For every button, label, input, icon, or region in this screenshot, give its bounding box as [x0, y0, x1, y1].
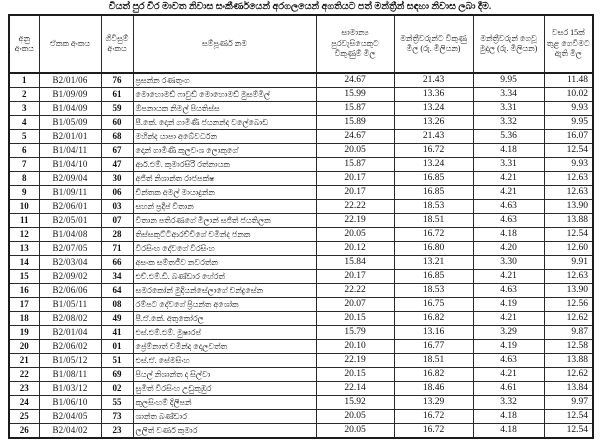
cell-serial-number: 9 [9, 186, 39, 200]
cell-unit-number: B1/05/11 [39, 298, 101, 312]
cell-balance-15-years: 12.60 [544, 242, 593, 256]
cell-citizen-sale-price: 22.19 [316, 214, 394, 228]
cell-mp-paid-amount: 4.63 [473, 214, 544, 228]
cell-citizen-sale-price: 15.92 [316, 396, 394, 410]
cell-agreement-number: 67 [101, 144, 133, 158]
cell-unit-number: B2/09/02 [39, 270, 101, 284]
cell-unit-number: B1/06/10 [39, 396, 101, 410]
cell-balance-15-years: 11.48 [544, 73, 593, 88]
cell-citizen-sale-price: 20.17 [316, 172, 394, 186]
cell-agreement-number: 64 [101, 284, 133, 298]
cell-unit-number: B2/06/01 [39, 200, 101, 214]
cell-serial-number: 24 [9, 396, 39, 410]
cell-agreement-number: 49 [101, 312, 133, 326]
cell-serial-number: 23 [9, 382, 39, 396]
cell-mp-sale-price: 16.72 [394, 424, 473, 439]
cell-full-name: මහින්ද යාපා අබේවර්ධන [133, 130, 316, 144]
header-row [9, 15, 593, 73]
cell-mp-sale-price: 21.43 [394, 73, 473, 88]
table-row [9, 214, 593, 228]
cell-mp-paid-amount: 4.63 [473, 200, 544, 214]
cell-citizen-sale-price: 20.05 [316, 144, 394, 158]
cell-unit-number: B1/04/08 [39, 228, 101, 242]
cell-unit-number: B1/09/09 [39, 88, 101, 102]
cell-agreement-number: 55 [101, 396, 133, 410]
cell-mp-sale-price: 18.46 [394, 382, 473, 396]
table-header [9, 15, 593, 73]
table-body [9, 73, 593, 438]
cell-serial-number: 1 [9, 73, 39, 88]
table-row [9, 326, 593, 340]
cell-serial-number: 2 [9, 88, 39, 102]
cell-full-name: ප්‍රසන්න රණතුංග [133, 73, 316, 88]
cell-balance-15-years: 12.54 [544, 424, 593, 439]
table-row [9, 368, 593, 382]
cell-agreement-number: 76 [101, 73, 133, 88]
cell-agreement-number: 51 [101, 354, 133, 368]
cell-unit-number: B1/09/11 [39, 186, 101, 200]
cell-full-name: එස්.ඒ. සේමසිංහ [133, 354, 316, 368]
cell-agreement-number: 34 [101, 270, 133, 284]
cell-citizen-sale-price: 15.89 [316, 116, 394, 130]
cell-full-name: පී.කේ. දොන් ගාමිණී ජයනන්ද වලේබොඩ [133, 116, 316, 130]
cell-serial-number: 25 [9, 410, 39, 424]
cell-citizen-sale-price: 20.05 [316, 424, 394, 439]
cell-citizen-sale-price: 20.17 [316, 186, 394, 200]
cell-citizen-sale-price: 15.99 [316, 88, 394, 102]
table-row [9, 186, 593, 200]
cell-full-name: චින්තක අමල් මායාදුන්න [133, 186, 316, 200]
cell-mp-sale-price: 16.75 [394, 298, 473, 312]
cell-serial-number: 15 [9, 270, 39, 284]
cell-mp-sale-price: 13.24 [394, 102, 473, 116]
cell-mp-paid-amount: 3.31 [473, 158, 544, 172]
cell-citizen-sale-price: 22.22 [316, 284, 394, 298]
cell-serial-number: 4 [9, 116, 39, 130]
cell-mp-paid-amount: 3.31 [473, 102, 544, 116]
cell-balance-15-years: 13.88 [544, 354, 593, 368]
cell-balance-15-years: 13.90 [544, 200, 593, 214]
cell-balance-15-years: 12.54 [544, 144, 593, 158]
cell-full-name: එස්.එම්.එම්. මුෂාරප් [133, 326, 316, 340]
cell-mp-sale-price: 16.72 [394, 144, 473, 158]
cell-full-name: තිස්සකුට්ටිආරච්චිගේ චමින්ද ජනක [133, 228, 316, 242]
cell-balance-15-years: 13.84 [544, 382, 593, 396]
cell-agreement-number: 30 [101, 172, 133, 186]
cell-citizen-sale-price: 20.05 [316, 228, 394, 242]
table-row [9, 312, 593, 326]
cell-citizen-sale-price: 24.67 [316, 130, 394, 144]
cell-agreement-number: 02 [101, 382, 133, 396]
cell-full-name: කුලසිංහම් දිලීපන් [133, 396, 316, 410]
cell-balance-15-years: 16.07 [544, 130, 593, 144]
cell-unit-number: B1/05/12 [39, 354, 101, 368]
cell-agreement-number: 68 [101, 130, 133, 144]
header-unit-number: ඒකක අංකය [39, 15, 101, 73]
cell-mp-paid-amount: 4.18 [473, 228, 544, 242]
cell-serial-number: 12 [9, 228, 39, 242]
cell-mp-sale-price: 16.85 [394, 172, 473, 186]
cell-agreement-number: 01 [101, 340, 133, 354]
cell-mp-sale-price: 21.43 [394, 130, 473, 144]
cell-mp-paid-amount: 4.19 [473, 298, 544, 312]
cell-agreement-number: 60 [101, 116, 133, 130]
cell-serial-number: 8 [9, 172, 39, 186]
cell-citizen-sale-price: 15.87 [316, 158, 394, 172]
cell-agreement-number: 73 [101, 410, 133, 424]
cell-mp-paid-amount: 4.18 [473, 410, 544, 424]
cell-unit-number: B2/04/02 [39, 424, 101, 439]
cell-mp-paid-amount: 4.61 [473, 382, 544, 396]
cell-agreement-number: 66 [101, 256, 133, 270]
cell-mp-paid-amount: 4.18 [473, 144, 544, 158]
cell-mp-sale-price: 18.51 [394, 214, 473, 228]
cell-citizen-sale-price: 20.05 [316, 410, 394, 424]
cell-mp-sale-price: 16.77 [394, 340, 473, 354]
cell-agreement-number: 71 [101, 242, 133, 256]
cell-mp-sale-price: 16.72 [394, 410, 473, 424]
cell-unit-number: B1/04/11 [39, 144, 101, 158]
table-row [9, 88, 593, 102]
cell-unit-number: B2/01/06 [39, 73, 101, 88]
table-row [9, 130, 593, 144]
cell-agreement-number: 06 [101, 186, 133, 200]
cell-mp-paid-amount: 4.21 [473, 172, 544, 186]
document-title: වියත් පුර වීර මාවත නිවාස සංකීර්ණයෙන් අරගලයෙන් අගතියට පත් මන්ත්‍රීන් සඳහා නිවාස ලබා දීම. [108, 2, 492, 12]
cell-serial-number: 3 [9, 102, 39, 116]
header-agreement-number: ගිවිසුම් අංකය [101, 15, 133, 73]
cell-unit-number: B2/03/04 [39, 256, 101, 270]
cell-serial-number: 6 [9, 144, 39, 158]
cell-unit-number: B2/08/02 [39, 312, 101, 326]
cell-citizen-sale-price: 15.79 [316, 326, 394, 340]
cell-citizen-sale-price: 20.10 [316, 340, 394, 354]
header-balance-15-years: වසර 15ක් තුළ ගෙවීමට ඇති මිල [544, 15, 593, 73]
header-full-name: සම්පූර්ණ නම [133, 15, 316, 73]
cell-unit-number: B1/05/09 [39, 116, 101, 130]
cell-unit-number: B2/01/01 [39, 130, 101, 144]
cell-unit-number: B2/06/02 [39, 340, 101, 354]
cell-balance-15-years: 12.62 [544, 312, 593, 326]
cell-full-name: රම්පට දේවගේ ප්‍රියන්ත අශෝක [133, 298, 316, 312]
cell-mp-paid-amount: 3.32 [473, 116, 544, 130]
cell-mp-paid-amount: 4.21 [473, 368, 544, 382]
cell-full-name: දොන් ගාමිණී කුලවංශ ලොකුගේ [133, 144, 316, 158]
cell-serial-number: 16 [9, 284, 39, 298]
cell-balance-15-years: 10.02 [544, 88, 593, 102]
cell-balance-15-years: 12.56 [544, 298, 593, 312]
table-row [9, 396, 593, 410]
cell-mp-paid-amount: 4.21 [473, 186, 544, 200]
cell-serial-number: 10 [9, 200, 39, 214]
cell-mp-paid-amount: 4.63 [473, 284, 544, 298]
cell-mp-paid-amount: 4.20 [473, 242, 544, 256]
cell-citizen-sale-price: 20.15 [316, 368, 394, 382]
cell-unit-number: B2/04/05 [39, 410, 101, 424]
cell-citizen-sale-price: 20.07 [316, 298, 394, 312]
cell-mp-paid-amount: 5.36 [473, 130, 544, 144]
table-row [9, 242, 593, 256]
cell-mp-paid-amount: 4.63 [473, 354, 544, 368]
cell-agreement-number: 61 [101, 88, 133, 102]
cell-full-name: මොහොමඩ් ෆාවුඩ් මොහොමඩ් මුසම්මිල් [133, 88, 316, 102]
cell-mp-sale-price: 18.53 [394, 284, 473, 298]
cell-citizen-sale-price: 20.12 [316, 242, 394, 256]
cell-unit-number: B1/08/11 [39, 368, 101, 382]
cell-mp-sale-price: 13.21 [394, 256, 473, 270]
cell-balance-15-years: 12.63 [544, 186, 593, 200]
cell-serial-number: 20 [9, 340, 39, 354]
cell-citizen-sale-price: 24.67 [316, 73, 394, 88]
cell-agreement-number: 03 [101, 200, 133, 214]
cell-full-name: අසංක සම්තජීව නවරත්න [133, 256, 316, 270]
table-row [9, 382, 593, 396]
cell-unit-number: B2/05/01 [39, 214, 101, 228]
cell-serial-number: 18 [9, 312, 39, 326]
table-row [9, 354, 593, 368]
cell-balance-15-years: 9.93 [544, 158, 593, 172]
cell-mp-paid-amount: 3.29 [473, 326, 544, 340]
cell-citizen-sale-price: 20.15 [316, 312, 394, 326]
cell-mp-sale-price: 16.82 [394, 368, 473, 382]
cell-mp-sale-price: 18.51 [394, 354, 473, 368]
cell-citizen-sale-price: 22.19 [316, 354, 394, 368]
cell-unit-number: B1/04/10 [39, 158, 101, 172]
header-mp-paid-amount: මන්ත්‍රීවරුන් ගෙවූ මුදල (රු. මිලියන) [473, 15, 544, 73]
cell-full-name: සහන් ප්‍රදීප් විතාන [133, 200, 316, 214]
cell-agreement-number: 23 [101, 424, 133, 439]
cell-balance-15-years: 12.58 [544, 340, 593, 354]
table-row [9, 144, 593, 158]
cell-full-name: සමරකෝන් මුදියන්සේලාගේ චන්ද්‍රසේන [133, 284, 316, 298]
cell-mp-paid-amount: 4.21 [473, 312, 544, 326]
cell-full-name: ශාන්ත බණ්ඩාර [133, 410, 316, 424]
cell-mp-paid-amount: 3.30 [473, 256, 544, 270]
cell-mp-sale-price: 16.80 [394, 242, 473, 256]
cell-unit-number: B1/03/12 [39, 382, 101, 396]
cell-full-name: විතාන පතිරණගේ මිලාන් සජිත් ජයතිලක [133, 214, 316, 228]
cell-serial-number: 13 [9, 242, 39, 256]
cell-serial-number: 17 [9, 298, 39, 312]
table-row [9, 410, 593, 424]
cell-agreement-number: 28 [101, 228, 133, 242]
cell-mp-paid-amount: 4.18 [473, 424, 544, 439]
cell-serial-number: 26 [9, 424, 39, 439]
cell-balance-15-years: 9.93 [544, 102, 593, 116]
table-row [9, 298, 593, 312]
table-row [9, 116, 593, 130]
cell-full-name: සුමිත් වීරසිංහ උඩුකුඹුර [133, 382, 316, 396]
cell-agreement-number: 08 [101, 298, 133, 312]
cell-full-name: පියල් නිශාන්ත ද සිල්වා [133, 368, 316, 382]
table-row [9, 102, 593, 116]
cell-full-name: ඕපනායක නිමල් පියතිස්ස [133, 102, 316, 116]
cell-full-name: අජිත් නිශාන්ත රාජපක්ෂ [133, 172, 316, 186]
cell-citizen-sale-price: 15.84 [316, 256, 394, 270]
cell-full-name: ලලිත් වර්ණ කුමාර [133, 424, 316, 439]
table-row [9, 256, 593, 270]
cell-mp-paid-amount: 4.19 [473, 340, 544, 354]
header-serial-number: අනු අංකය [9, 15, 39, 73]
cell-full-name: ප්‍රේම්නාත් චමින්ද දොලවත්ත [133, 340, 316, 354]
cell-mp-sale-price: 13.29 [394, 396, 473, 410]
cell-balance-15-years: 12.54 [544, 410, 593, 424]
cell-mp-sale-price: 13.26 [394, 116, 473, 130]
cell-balance-15-years: 13.90 [544, 284, 593, 298]
cell-serial-number: 14 [9, 256, 39, 270]
table-row [9, 73, 593, 88]
cell-mp-paid-amount: 9.95 [473, 73, 544, 88]
cell-mp-sale-price: 16.72 [394, 228, 473, 242]
cell-mp-paid-amount: 3.32 [473, 396, 544, 410]
table-row [9, 424, 593, 439]
cell-serial-number: 7 [9, 158, 39, 172]
cell-citizen-sale-price: 22.14 [316, 382, 394, 396]
cell-citizen-sale-price: 15.87 [316, 102, 394, 116]
cell-agreement-number: 41 [101, 326, 133, 340]
cell-mp-sale-price: 16.82 [394, 312, 473, 326]
table-row [9, 200, 593, 214]
cell-mp-sale-price: 13.24 [394, 158, 473, 172]
table-row [9, 284, 593, 298]
cell-balance-15-years: 12.54 [544, 228, 593, 242]
cell-balance-15-years: 9.87 [544, 326, 593, 340]
cell-unit-number: B2/09/04 [39, 172, 101, 186]
cell-serial-number: 11 [9, 214, 39, 228]
cell-mp-sale-price: 16.85 [394, 270, 473, 284]
cell-serial-number: 5 [9, 130, 39, 144]
cell-unit-number: B1/04/09 [39, 102, 101, 116]
table-row [9, 158, 593, 172]
table-row [9, 172, 593, 186]
cell-unit-number: B2/07/05 [39, 242, 101, 256]
cell-mp-sale-price: 13.16 [394, 326, 473, 340]
housing-allocation-table [8, 14, 594, 439]
cell-serial-number: 19 [9, 326, 39, 340]
cell-balance-15-years: 13.88 [544, 214, 593, 228]
header-mp-sale-price: මන්ත්‍රීවරුන්ට විකුණු මිල (රු. මිලියන) [394, 15, 473, 73]
header-citizen-sale-price: සාමාන්‍ය පුරවැසියෙකුට විකුණුම් මිල [316, 15, 394, 73]
cell-balance-15-years: 9.97 [544, 396, 593, 410]
cell-full-name: එච්.එම්.ඩී. බණ්ඩාර හේරත් [133, 270, 316, 284]
cell-mp-paid-amount: 4.21 [473, 270, 544, 284]
cell-balance-15-years: 9.95 [544, 116, 593, 130]
cell-agreement-number: 59 [101, 102, 133, 116]
cell-balance-15-years: 12.62 [544, 368, 593, 382]
cell-mp-sale-price: 16.85 [394, 186, 473, 200]
cell-mp-sale-price: 18.53 [394, 200, 473, 214]
table-row [9, 340, 593, 354]
cell-balance-15-years: 12.63 [544, 270, 593, 284]
cell-mp-sale-price: 13.36 [394, 88, 473, 102]
cell-unit-number: B2/06/06 [39, 284, 101, 298]
cell-agreement-number: 07 [101, 214, 133, 228]
cell-full-name: පී.ඒ.කේ. අතුකෝරල [133, 312, 316, 326]
cell-balance-15-years: 9.91 [544, 256, 593, 270]
cell-serial-number: 22 [9, 368, 39, 382]
cell-citizen-sale-price: 20.17 [316, 270, 394, 284]
cell-full-name: ආර්.එම්. කුමාරසිරි රත්නායක [133, 158, 316, 172]
cell-unit-number: B2/01/04 [39, 326, 101, 340]
cell-serial-number: 21 [9, 354, 39, 368]
cell-balance-15-years: 12.63 [544, 172, 593, 186]
cell-citizen-sale-price: 22.22 [316, 200, 394, 214]
cell-agreement-number: 47 [101, 158, 133, 172]
cell-mp-paid-amount: 3.34 [473, 88, 544, 102]
cell-full-name: වීරසිංහ දේවගේ වීරසිංහ [133, 242, 316, 256]
table-row [9, 228, 593, 242]
cell-agreement-number: 69 [101, 368, 133, 382]
table-row [9, 270, 593, 284]
